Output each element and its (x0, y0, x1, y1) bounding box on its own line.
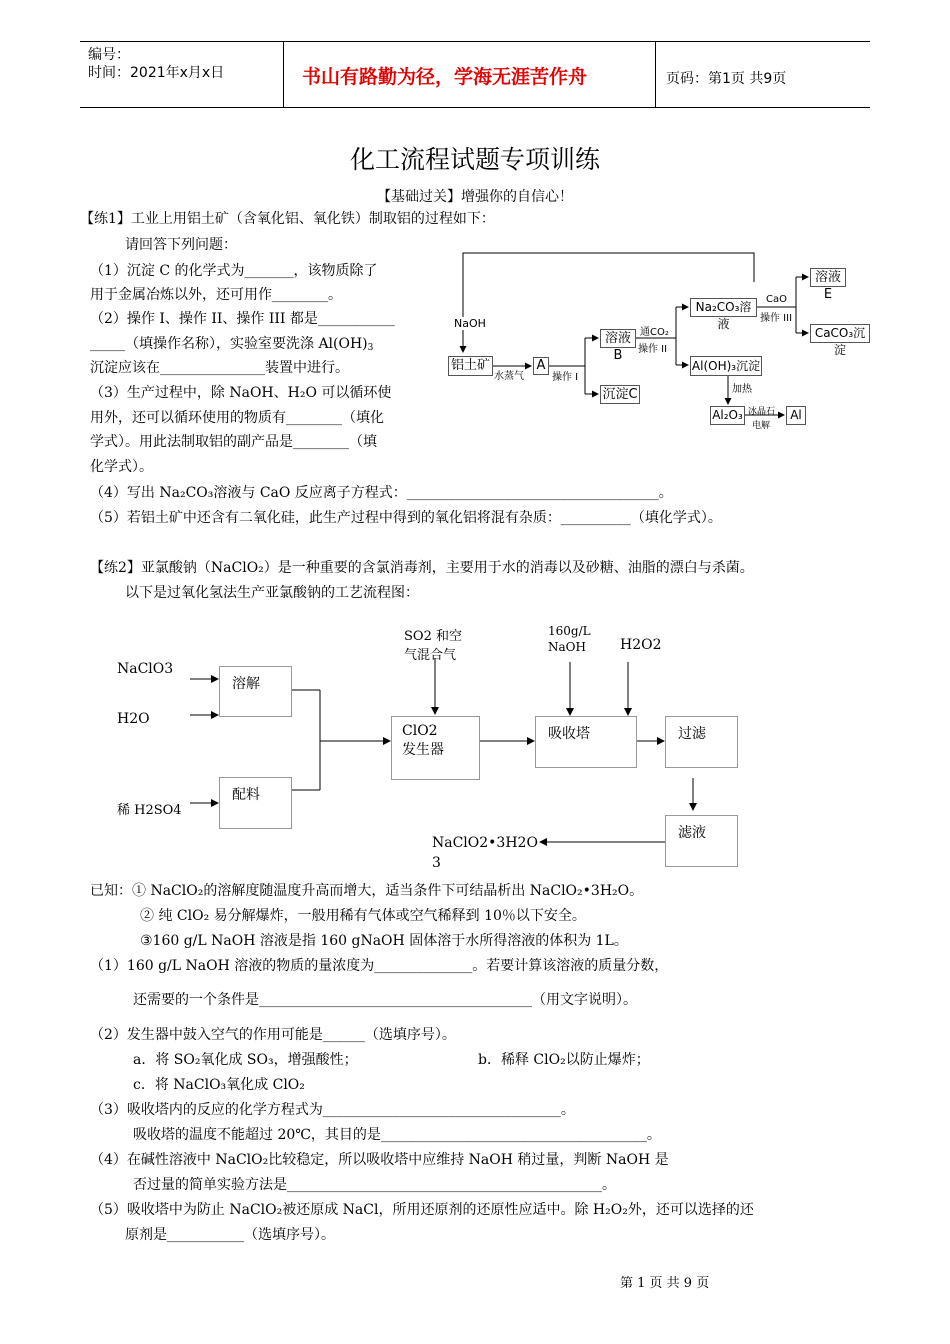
ex1-q4: （4）写出 Na₂CO₃溶液与 CaO 反应离子方程式：____________________________________。 (90, 485, 673, 501)
ex2-h2o-label: H2O (117, 711, 150, 727)
ex2-known-2: ② 纯 ClO₂ 易分解爆炸，一般用稀有气体或空气稀释到 10％以下安全。 (140, 908, 586, 924)
ex2-generator-text (392, 717, 479, 760)
ex1-a-box: A (533, 357, 549, 375)
ex1-q3c: 学式）。用此法制取铝的副产品是________（填 (90, 434, 377, 450)
ex2-mix-box (219, 777, 292, 829)
ex2-generator-line1: ClO2 (402, 723, 438, 739)
ex1-prompt: 请回答下列问题： (125, 237, 237, 253)
ex1-sol-b-box: 溶液B (600, 329, 636, 348)
ex1-co2-label: 通CO₂ (640, 327, 669, 338)
ex1-naoh-label: NaOH (454, 317, 486, 330)
ex1-cryolite-label: 冰晶石 (748, 407, 776, 417)
ex2-filtrate-box (665, 815, 738, 867)
header-time: 时间：2021年x月x日 (88, 65, 225, 81)
ex1-q3d: 化学式）。 (90, 459, 153, 475)
ex2-tower-box (535, 716, 637, 768)
ex2-filter-box (665, 716, 738, 768)
ex2-q4b: 否过量的简单实验方法是_____________________________________________。 (133, 1177, 616, 1193)
ex2-known-1: 已知：① NaClO₂的溶解度随温度升高而增大，适当条件下可结晶析出 NaClO₂•3H₂O。 (90, 883, 644, 899)
ex2-so2-label-2: 气混合气 (404, 648, 457, 663)
ex2-generator-line2: 发生器 (402, 742, 444, 758)
ex1-q2b-sub: 3 (367, 343, 374, 353)
ex2-q2b: b．稀释 ClO₂以防止爆炸； (478, 1052, 650, 1068)
ex2-q2c: c．将 NaClO₃氧化成 ClO₂ (133, 1077, 305, 1093)
ex2-q5b: 原剂是___________（选填序号）。 (125, 1227, 335, 1243)
ex2-filtrate-text: 滤液 (678, 825, 706, 841)
ex1-ore-box: 铝土矿 (448, 356, 493, 376)
ex2-mix-text: 配料 (232, 787, 260, 803)
ex1-steam-label: 水蒸气 (494, 371, 524, 382)
ex2-so2-label-1: SO2 和空 (404, 629, 462, 644)
ex1-sol-e-box: 溶液E (810, 268, 846, 287)
ex2-q3: （3）吸收塔内的反应的化学方程式为__________________________________。 (90, 1102, 575, 1118)
ex2-q4: （4）在碱性溶液中 NaClO₂比较稳定，所以吸收塔中应维持 NaOH 稍过量，判断 NaOH 是 (90, 1152, 669, 1168)
ex2-h2o2-label: H2O2 (620, 637, 662, 653)
header-code: 编号： (88, 47, 130, 63)
ex1-q1b: 用于金属冶炼以外，还可用作________。 (90, 287, 342, 303)
ex1-aloh3-box: Al(OH)₃沉淀 (690, 356, 762, 376)
ex2-product-label-2: 3 (432, 855, 441, 871)
ex2-tower-text: 吸收塔 (548, 726, 590, 742)
ex2-naoh-label-2: NaOH (548, 640, 586, 654)
ex1-q2c: 沉淀应该在_______________装置中进行。 (90, 360, 349, 376)
ex2-intro: 【练2】亚氯酸钠（NaClO₂）是一种重要的含氯消毒剂，主要用于水的消毒以及砂糖、油脂的漂白与杀菌。 (90, 560, 754, 576)
ex2-filter-text: 过滤 (678, 726, 706, 742)
ex1-op3-label: 操作 III (760, 313, 793, 324)
ex2-q1b: 还需要的一个条件是_______________________________________（用文字说明）。 (133, 992, 637, 1008)
ex1-op2-label: 操作 II (638, 344, 668, 355)
ex2-naoh-label-1: 160g/L (548, 624, 591, 638)
page-footer: 第 1 页 共 9 页 (620, 1276, 710, 1291)
ex1-q2a: （2）操作 I、操作 II、操作 III 都是___________ (90, 311, 395, 327)
ex1-caco3-box: CaCO₃沉淀 (810, 324, 870, 343)
ex2-naclo3-label: NaClO3 (117, 661, 174, 677)
ex1-al2o3-box: Al₂O₃ (710, 406, 745, 425)
ex1-ppt-c-box: 沉淀C (600, 385, 640, 404)
ex1-al-box: Al (786, 406, 806, 425)
ex2-intro2: 以下是过氧化氢法生产亚氯酸钠的工艺流程图： (125, 585, 419, 601)
ex2-q2a: a．将 SO₂氧化成 SO₃，增强酸性； (133, 1052, 358, 1068)
ex1-cao-label: CaO (766, 294, 787, 305)
ex2-q5: （5）吸收塔中为防止 NaClO₂被还原成 NaCl，所用还原剂的还原性应适中。除 H₂O₂外，还可以选择的还 (90, 1202, 754, 1218)
ex2-known-3: ③160 g/L NaOH 溶液是指 160 gNaOH 固体溶于水所得溶液的体积为 1L。 (140, 933, 628, 949)
ex1-op1-label: 操作 I (552, 372, 579, 383)
ex1-q5: （5）若铝土矿中还含有二氧化硅，此生产过程中得到的氧化铝将混有杂质：__________（填化学式）。 (90, 510, 722, 526)
ex2-generator-box (391, 716, 480, 780)
page-title: 化工流程试题专项训练 (349, 145, 600, 174)
ex1-q2b-text: _____（填操作名称），实验室要洗涤 Al(OH) (90, 336, 368, 352)
ex1-heat-label: 加热 (732, 384, 752, 395)
ex2-product-label: NaClO2•3H2O (432, 835, 538, 851)
ex1-q3a: （3）生产过程中，除 NaOH、H₂O 可以循环使 (90, 385, 392, 401)
subtitle: 【基础过关】增强你的自信心！ (377, 189, 573, 205)
ex2-dissolve-box (219, 666, 292, 717)
header-page-number: 页码：第1页 共9页 (666, 71, 787, 87)
ex1-intro: 【练1】工业上用铝土矿（含氧化铝、氧化铁）制取铝的过程如下： (80, 211, 495, 227)
ex1-na2co3-box: Na₂CO₃溶液 (690, 298, 757, 317)
ex2-q1: （1）160 g/L NaOH 溶液的物质的量浓度为______________。若要计算该溶液的质量分数， (90, 958, 669, 974)
ex1-q3b: 用外，还可以循环使用的物质有________（填化 (90, 410, 384, 426)
header-motto: 书山有路勤为径，学海无涯苦作舟 (302, 66, 588, 88)
ex2-q3b: 吸收塔的温度不能超过 20℃，其目的是______________________________________。 (133, 1127, 661, 1143)
ex2-q2: （2）发生器中鼓入空气的作用可能是______（选填序号）。 (90, 1027, 456, 1043)
ex1-electro-label: 电解 (752, 421, 771, 431)
ex2-dissolve-text: 溶解 (232, 676, 260, 692)
ex1-q1a: （1）沉淀 C 的化学式为_______，该物质除了 (90, 263, 378, 279)
ex2-h2so4-label: 稀 H2SO4 (117, 803, 182, 818)
